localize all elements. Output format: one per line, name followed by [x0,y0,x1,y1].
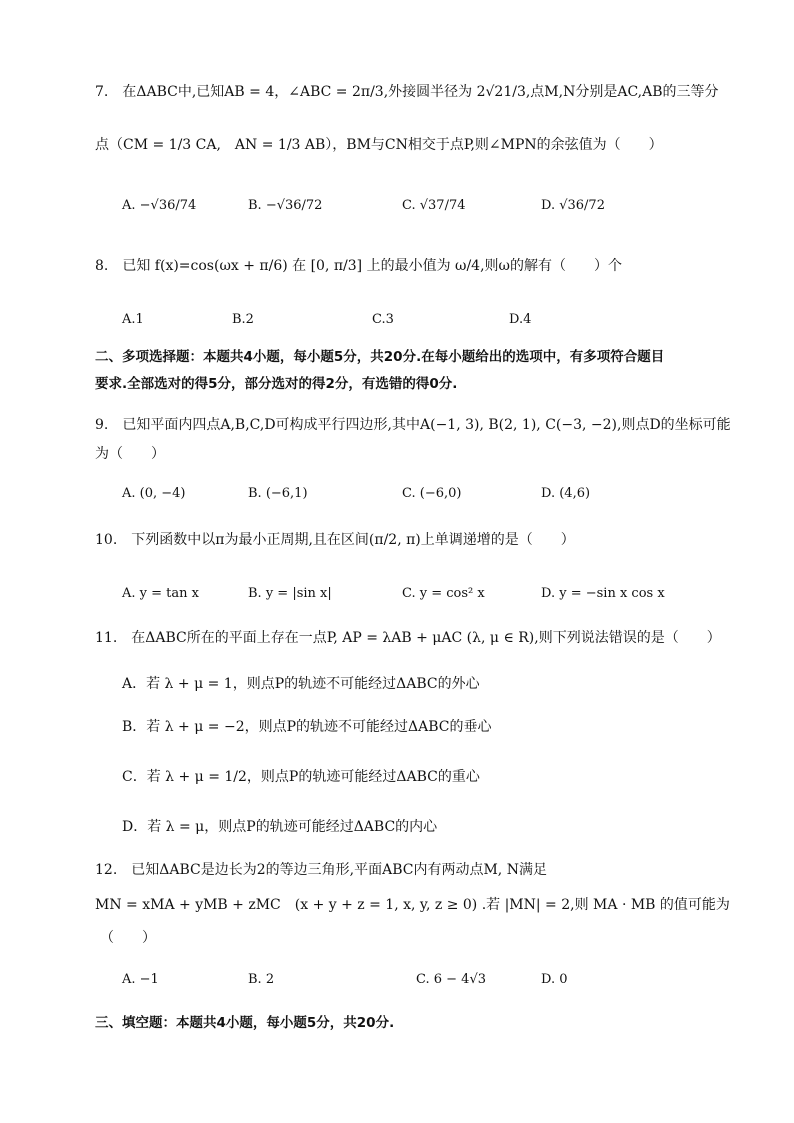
q10-option-d: D. y = −sin x cos x [541,586,665,601]
q12-option-a: A. −1 [122,972,159,987]
q9-stem-line2: 为（ ） [95,446,165,462]
q12-stem-line3: （ ） [100,930,156,946]
q9-stem-line1: 9. 已知平面内四点A,B,C,D可构成平行四边形,其中A(−1, 3), B(2, 1), C(−3, −2),则点D的坐标可能 [95,417,731,433]
q8-option-d: D.4 [509,312,532,327]
q12-option-b: B. 2 [248,972,275,987]
q11-option-d: D．若 λ = μ，则点P的轨迹可能经过ΔABC的内心 [122,819,438,835]
q12-stem-line1: 12. 已知ΔABC是边长为2的等边三角形,平面ABC内有两动点M, N满足 [95,862,547,878]
section-3-heading: 三、填空题：本题共4小题，每小题5分，共20分. [95,1015,395,1031]
section-2-heading-line2: 要求.全部选对的得5分，部分选对的得2分，有选错的得0分. [95,376,458,392]
q12-stem-line2: MN = xMA + yMB + zMC (x + y + z = 1, x, y, z ≥ 0) .若 |MN| = 2,则 MA · MB 的值可能为 [95,897,730,913]
q7-stem-line2: 点（CM = 1/3 CA, AN = 1/3 AB），BM与CN相交于点P,则∠MPN的余弦值为（ ） [95,137,663,153]
q9-option-b: B. (−6,1) [248,486,308,501]
q8-option-a: A.1 [122,312,144,327]
q9-option-c: C. (−6,0) [402,486,462,501]
q10-option-c: C. y = cos² x [402,586,485,601]
q7-option-b: B. −√36/72 [248,198,323,213]
q11-stem: 11. 在ΔABC所在的平面上存在一点P, AP = λAB + μAC (λ, μ ∈ R),则下列说法错误的是（ ） [95,630,721,646]
q8-option-c: C.3 [372,312,394,327]
q11-option-b: B．若 λ + μ = −2，则点P的轨迹不可能经过ΔABC的垂心 [122,719,492,735]
q8-stem: 8. 已知 f(x)=cos(ωx + π/6) 在 [0, π/3] 上的最小值为 ω/4,则ω的解有（ ）个 [95,258,622,274]
q7-option-a: A. −√36/74 [122,198,197,213]
section-2-heading-line1: 二、多项选择题：本题共4小题，每小题5分，共20分.在每小题给出的选项中，有多项符合题目 [95,349,665,365]
q11-option-c: C．若 λ + μ = 1/2，则点P的轨迹可能经过ΔABC的重心 [122,769,480,785]
q11-option-a: A．若 λ + μ = 1，则点P的轨迹不可能经过ΔABC的外心 [122,676,480,692]
q7-option-c: C. √37/74 [402,198,466,213]
q9-option-a: A. (0, −4) [122,486,186,501]
q8-option-b: B.2 [232,312,254,327]
q12-option-c: C. 6 − 4√3 [416,972,487,987]
q9-option-d: D. (4,6) [541,486,591,501]
q10-stem: 10. 下列函数中以π为最小正周期,且在区间(π/2, π)上单调递增的是（ ） [95,532,575,548]
q12-option-d: D. 0 [541,972,568,987]
q10-option-b: B. y = |sin x| [248,586,332,601]
q10-option-a: A. y = tan x [122,586,199,601]
q7-option-d: D. √36/72 [541,198,605,213]
q7-stem-line1: 7. 在ΔABC中,已知AB = 4，∠ABC = 2π/3,外接圆半径为 2√21/3,点M,N分别是AC,AB的三等分 [95,84,719,100]
